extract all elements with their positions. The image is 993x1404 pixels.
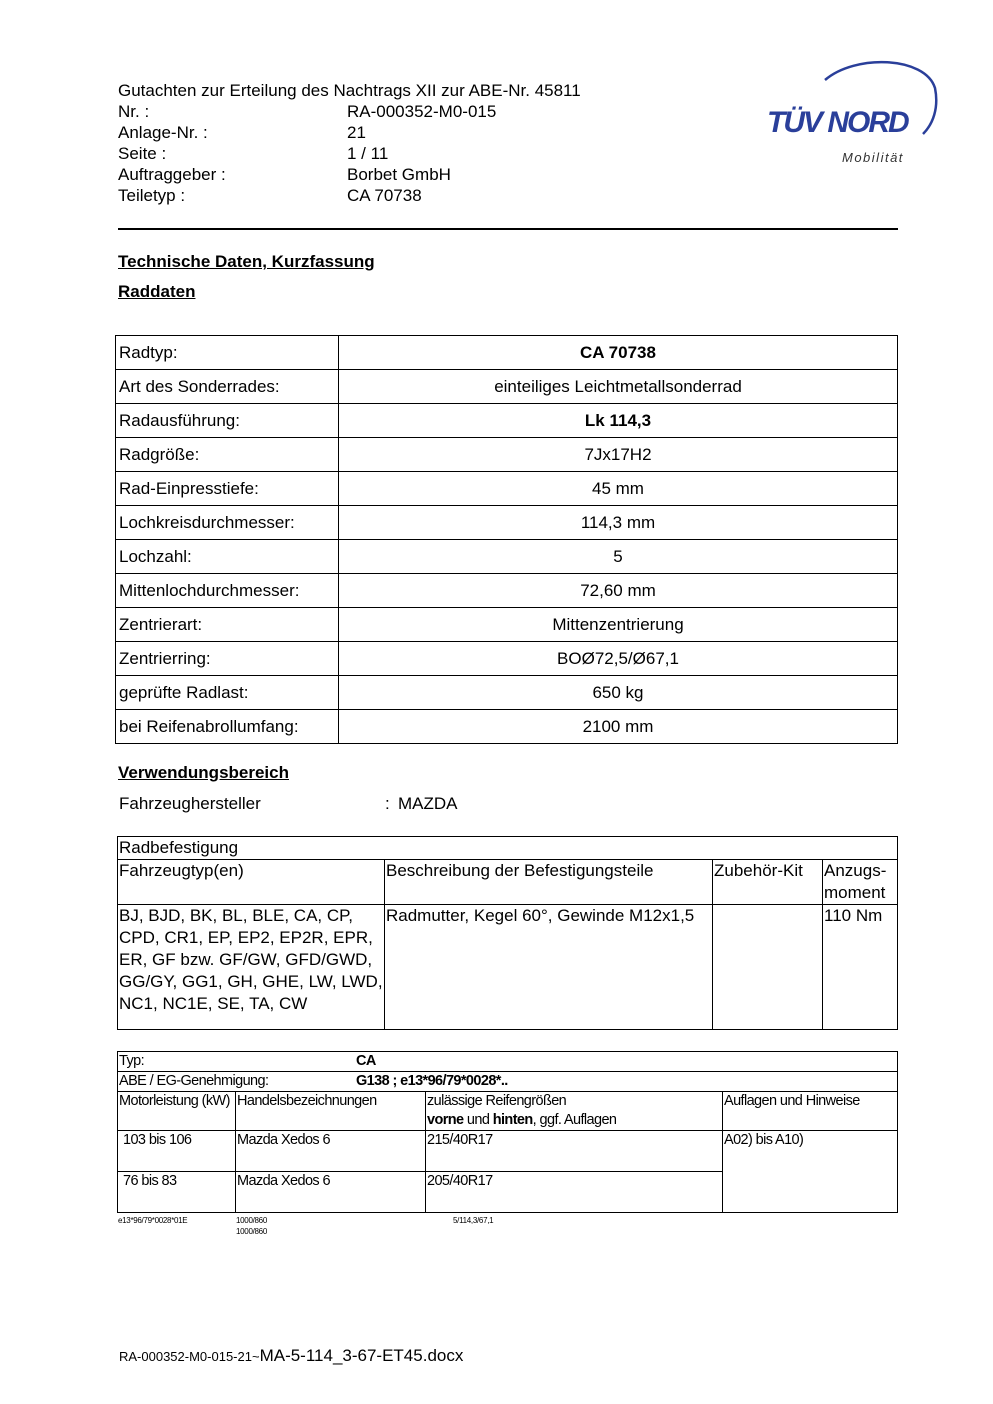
handel-cell: Mazda Xedos 6 [236,1172,426,1213]
row-value: Mittenzentrierung [339,608,898,642]
header-row-anlage [118,122,581,143]
row-value: BOØ72,5/Ø67,1 [339,642,898,676]
column-header-auflagen: Auflagen und Hinweise [723,1092,898,1131]
header-row-auftraggeber [118,164,581,185]
row-label: Mittenlochdurchmesser: [116,574,339,608]
row-value: 2100 mm [339,710,898,744]
document-header [118,80,581,206]
table-row [118,1052,898,1072]
header-divider [118,228,898,230]
column-header: Fahrzeugtyp(en) [118,860,385,905]
tuev-nord-logo [765,58,945,173]
column-header: Zubehör-Kit [713,860,823,905]
table-row [116,370,898,404]
beschreibung-cell: Radmutter, Kegel 60°, Gewinde M12x1,5 [385,905,713,1030]
reifen-cell: 205/40R17 [426,1172,723,1213]
column-header: Beschreibung der Befestigungsteile [385,860,713,905]
row-value: Lk 114,3 [339,404,898,438]
table-row [118,837,898,860]
section-raddaten: Raddaten [118,282,196,301]
row-label: Art des Sonderrades: [116,370,339,404]
row-label: Lochkreisdurchmesser: [116,506,339,540]
table-row [116,336,898,370]
header-row-seite [118,143,581,164]
header-value: 1 / 11 [347,144,389,163]
footnote-code: e13*96/79*0028*01E [118,1216,188,1225]
row-value: 650 kg [339,676,898,710]
reifen-und: und [463,1112,493,1128]
row-value: 7Jx17H2 [339,438,898,472]
header-label: Nr. : [118,102,150,121]
column-header-reifen [426,1092,723,1131]
reifen-rest: , ggf. Auflagen [532,1112,617,1128]
header-value: RA-000352-M0-015 [347,102,497,121]
header-label: Auftraggeber : [118,165,226,184]
row-label: Zentrierring: [116,642,339,676]
moment-cell: 110 Nm [823,905,898,1030]
table-header-row [118,860,898,905]
row-value: 72,60 mm [339,574,898,608]
reifen-header-line1: zulässige Reifengrößen [427,1093,567,1109]
row-label: Lochzahl: [116,540,339,574]
logo-brand: TÜV NORD [767,106,908,139]
auflagen-cell: A02) bis A10) [723,1131,898,1213]
row-value: CA 70738 [339,336,898,370]
footnote-lk: 5/114,3/67,1 [453,1216,494,1225]
header-value: 21 [347,123,366,142]
table-row [116,676,898,710]
footer-prefix: RA-000352-M0-015-21~ [119,1349,260,1364]
row-value: 5 [339,540,898,574]
typ-table [117,1051,898,1213]
table-row [116,574,898,608]
logo-subtitle: Mobilität [842,150,904,165]
document-footer [119,1346,463,1366]
row-label: Radtyp: [116,336,339,370]
footnote-weights-2: 1000/860 [236,1227,267,1236]
fahrzeughersteller-value: MAZDA [398,794,458,813]
table-row [116,506,898,540]
table-row [118,905,898,1030]
column-header: Anzugs-moment [823,860,898,905]
typ-value: CA [356,1053,376,1069]
row-value: 45 mm [339,472,898,506]
row-label: bei Reifenabrollumfang: [116,710,339,744]
table-row [116,472,898,506]
row-value: einteiliges Leichtmetallsonderrad [339,370,898,404]
header-label: Anlage-Nr. : [118,123,208,142]
table-row [116,404,898,438]
reifen-hinten: hinten [492,1112,533,1128]
footnote-weights-1: 1000/860 [236,1216,267,1225]
section-verwendungsbereich: Verwendungsbereich [118,763,289,782]
motor-cell: 103 bis 106 [118,1131,236,1172]
header-value: CA 70738 [347,186,422,205]
raddaten-table [115,335,898,744]
table-row [116,540,898,574]
header-row-nr [118,101,581,122]
row-label: Rad-Einpresstiefe: [116,472,339,506]
table-row [118,1072,898,1092]
zubehoer-cell [713,905,823,1030]
fahrzeughersteller-separator: : [385,794,390,813]
fahrzeughersteller-line [119,794,458,814]
table-header-row [118,1092,898,1131]
row-label: Zentrierart: [116,608,339,642]
fahrzeughersteller-label: Fahrzeughersteller [119,794,261,813]
table-row [118,1131,898,1172]
fahrzeugtypen-cell: BJ, BJD, BK, BL, BLE, CA, CP, CPD, CR1, EP, EP2, EP2R, EPR, ER, GF bzw. GF/GW, GFD/GWD, GG/GY, GG1, GH, GHE, LW, LWD, NC1, NC1E, SE, TA, CW [118,905,385,1030]
header-row-teiletyp [118,185,581,206]
radbefestigung-title: Radbefestigung [118,837,898,860]
header-value: Borbet GmbH [347,165,451,184]
column-header-motor: Motorleistung (kW) [118,1092,236,1131]
column-header-handel: Handelsbezeichnungen [236,1092,426,1131]
reifen-cell: 215/40R17 [426,1131,723,1172]
radbefestigung-table [117,836,898,1030]
motor-cell: 76 bis 83 [118,1172,236,1213]
table-row [116,608,898,642]
reifen-vorne: vorne [427,1112,464,1128]
table-row [116,642,898,676]
row-label: Radausführung: [116,404,339,438]
row-value: 114,3 mm [339,506,898,540]
header-label: Teiletyp : [118,186,186,205]
abe-label: ABE / EG-Genehmigung: [119,1073,269,1089]
document-title: Gutachten zur Erteilung des Nachtrags XII zur ABE-Nr. 45811 [118,81,581,100]
table-row [116,710,898,744]
row-label: geprüfte Radlast: [116,676,339,710]
header-label: Seite : [118,144,167,163]
section-technische-daten: Technische Daten, Kurzfassung [118,252,375,271]
footer-filename: MA-5-114_3-67-ET45.docx [259,1346,464,1365]
handel-cell: Mazda Xedos 6 [236,1131,426,1172]
typ-label: Typ: [119,1053,144,1069]
row-label: Radgröße: [116,438,339,472]
abe-value: G138 ; e13*96/79*0028*.. [356,1073,508,1089]
table-row [116,438,898,472]
